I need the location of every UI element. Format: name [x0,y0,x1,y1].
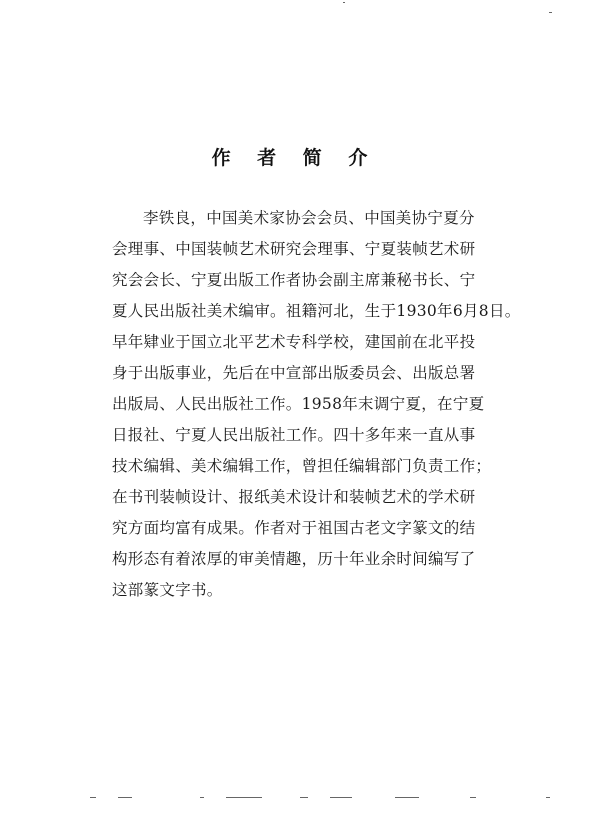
scan-artifact [90,797,96,798]
bio-line: 这部篆文字书。 [112,581,223,599]
bio-line: 身于出版事业，先后在中宣部出版委员会、出版总署 [112,364,476,382]
bio-line: 技术编辑、美术编辑工作，曾担任编辑部门负责工作； [112,457,492,475]
scan-artifact [470,797,476,798]
bio-line: 会理事、中国装帧艺术研究会理事、宁夏装帧艺术研 [112,240,476,258]
bio-line: 早年肄业于国立北平艺术专科学校，建国前在北平投 [112,333,476,351]
scan-artifact [330,797,352,798]
bio-line: 构形态有着浓厚的审美情趣，历十年业余时间编写了 [112,550,476,568]
bio-line: 究方面均富有成果。作者对于祖国古老文字篆文的结 [112,519,476,537]
bio-line: 夏人民出版社美术编审。祖籍河北，生于1930年6月8日。 [112,302,521,320]
scan-artifact [300,797,308,798]
author-bio [112,203,521,606]
bio-line: 李铁良，中国美术家协会会员、中国美协宁夏分 [143,209,475,227]
bio-line: 究会会长、宁夏出版工作者协会副主席兼秘书长、宁 [112,271,476,289]
scan-artifact [546,797,550,798]
scan-artifact [118,797,132,798]
scan-artifact [343,2,345,3]
scan-artifact [395,797,419,798]
bio-line: 日报社、宁夏人民出版社工作。四十多年来一直从事 [112,426,476,444]
page-title: 作 者 简 介 [211,147,378,169]
scan-artifact [200,797,204,798]
scan-artifact [226,797,262,798]
scan-artifact [549,12,552,13]
bio-line: 在书刊装帧设计、报纸美术设计和装帧艺术的学术研 [112,488,476,506]
bio-line: 出版局、人民出版社工作。1958年末调宁夏，在宁夏 [112,395,485,413]
